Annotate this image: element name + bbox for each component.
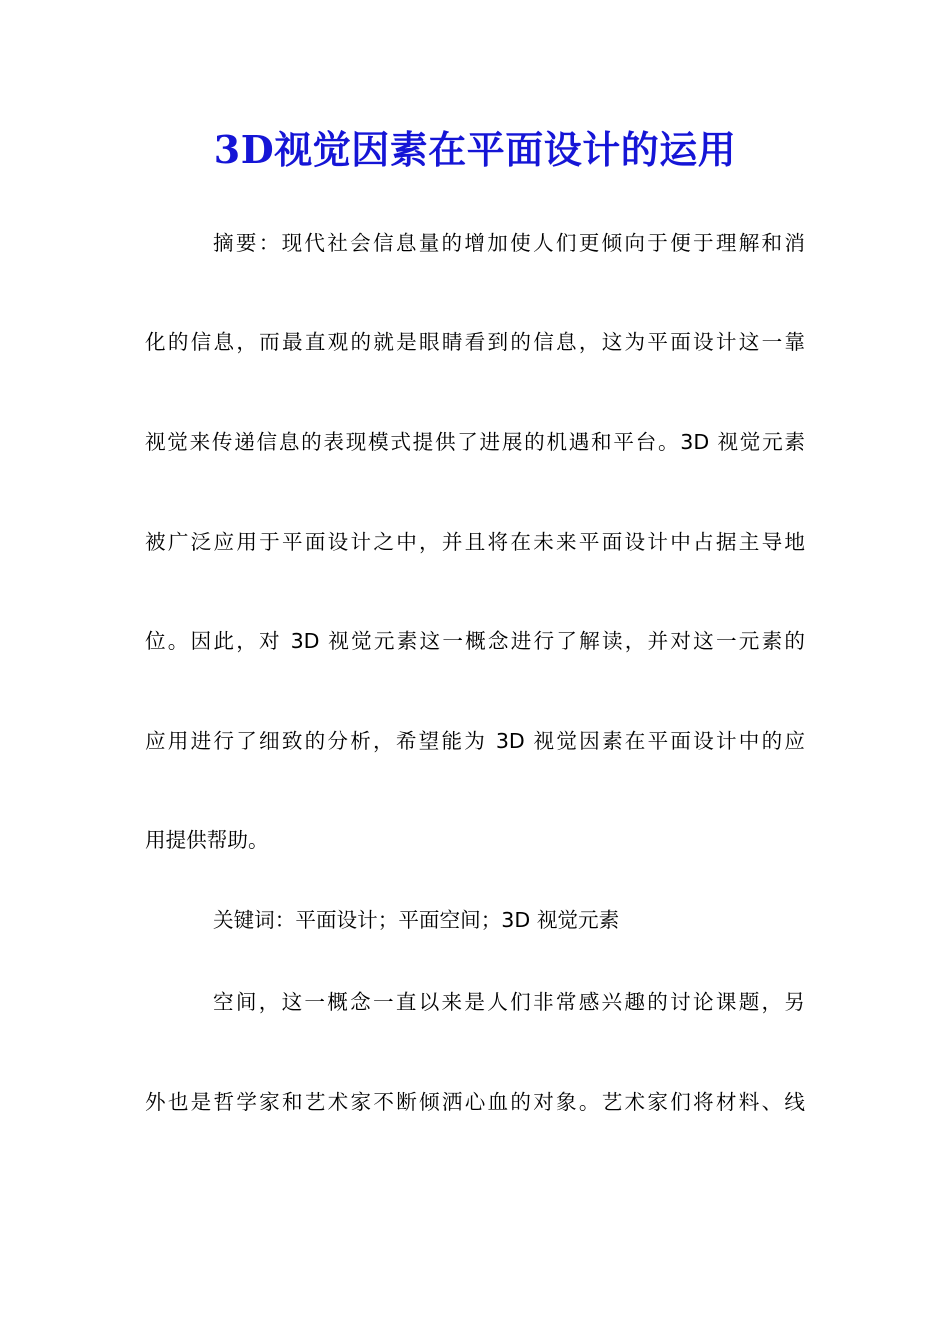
abstract-line-7: 用提供帮助。 bbox=[145, 828, 269, 852]
abstract-line-5: 位。因此，对 3D 视觉元素这一概念进行了解读，并对这一元素的 bbox=[145, 629, 805, 653]
abstract-line-1: 摘要：现代社会信息量的增加使人们更倾向于便于理解和消 bbox=[213, 231, 805, 255]
abstract-line-2: 化的信息，而最直观的就是眼睛看到的信息，这为平面设计这一靠 bbox=[145, 330, 805, 354]
keywords-line: 关键词：平面设计；平面空间；3D 视觉元素 bbox=[213, 908, 620, 932]
body-line-2: 外也是哲学家和艺术家不断倾洒心血的对象。艺术家们将材料、线 bbox=[145, 1090, 805, 1114]
body-line-1: 空间，这一概念一直以来是人们非常感兴趣的讨论课题，另 bbox=[213, 990, 805, 1014]
abstract-line-3: 视觉来传递信息的表现模式提供了进展的机遇和平台。3D 视觉元素 bbox=[145, 430, 805, 454]
abstract-line-6: 应用进行了细致的分析，希望能为 3D 视觉因素在平面设计中的应 bbox=[145, 729, 805, 753]
document-title: 3D视觉因素在平面设计的运用 bbox=[213, 127, 737, 172]
abstract-line-4: 被广泛应用于平面设计之中，并且将在未来平面设计中占据主导地 bbox=[145, 530, 805, 554]
